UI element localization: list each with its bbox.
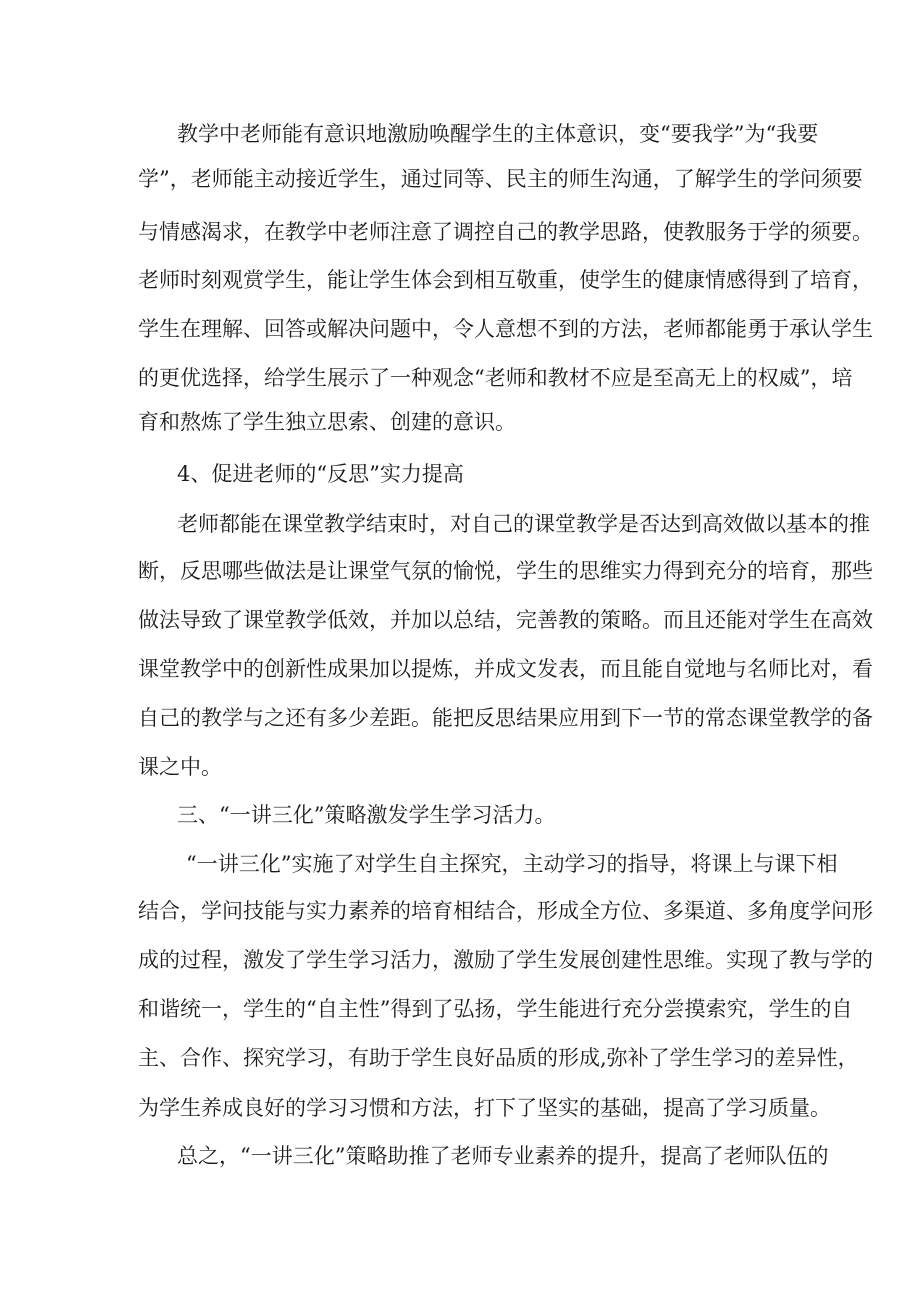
text-line: 结合，学问技能与实力素养的培育相结合，形成全方位、多渠道、多角度学问形 (138, 899, 873, 923)
text-line: 成的过程，激发了学生学习活力，激励了学生发展创建性思维。实现了教与学的 (138, 948, 873, 972)
text-line: 老师时刻观赏学生，能让学生体会到相互敬重，使学生的健康情感得到了培育， (138, 268, 873, 292)
text-line: 自己的教学与之还有多少差距。能把反思结果应用到下一节的常态课堂教学的备 (138, 706, 873, 730)
text-line: 主、合作、探究学习，有助于学生良好品质的形成,弥补了学生学习的差异性， (138, 1046, 859, 1070)
text-line: 的更优选择，给学生展示了一种观念“老师和教材不应是至高无上的权威”，培 (138, 366, 853, 390)
text-line: “一讲三化”实施了对学生自主探究，主动学习的指导，将课上与课下相 (186, 852, 838, 876)
text-line: 总之，“一讲三化”策略助推了老师专业素养的提升，提高了老师队伍的 (177, 1144, 829, 1168)
text-line: 断，反思哪些做法是让课堂气氛的愉悦，学生的思维实力得到充分的培育，那些 (138, 559, 873, 583)
text-line: 老师都能在课堂教学结束时，对自己的课堂教学是否达到高效做以基本的推 (177, 512, 870, 536)
text-line: 课堂教学中的创新性成果加以提炼，并成文发表，而且能自觉地与名师比对，看 (138, 657, 873, 681)
text-line: 做法导致了课堂教学低效，并加以总结，完善教的策略。而且还能对学生在高效 (138, 608, 873, 632)
text-line: 与情感渴求，在教学中老师注意了调控自己的教学思路，使教服务于学的须要。 (138, 220, 873, 244)
text-line: 和谐统一，学生的“自主性”得到了弘扬，学生能进行充分尝摸索究，学生的自 (138, 997, 853, 1021)
text-line: 教学中老师能有意识地激励唤醒学生的主体意识，变“要我学”为“我要 (177, 122, 819, 146)
text-line: 课之中。 (138, 755, 222, 779)
text-line: 育和熬炼了学生独立思索、创建的意识。 (138, 410, 516, 434)
text-line: 学生在理解、回答或解决问题中，令人意想不到的方法，老师都能勇于承认学生 (138, 317, 873, 341)
section-heading: 4、促进老师的“反思”实力提高 (177, 462, 464, 486)
section-heading: 三、“一讲三化”策略激发学生学习活力。 (177, 803, 556, 827)
text-line: 为学生养成良好的学习习惯和方法，打下了坚实的基础，提高了学习质量。 (138, 1096, 831, 1120)
text-line: 学”，老师能主动接近学生，通过同等、民主的师生沟通，了解学生的学问须要 (138, 167, 863, 191)
